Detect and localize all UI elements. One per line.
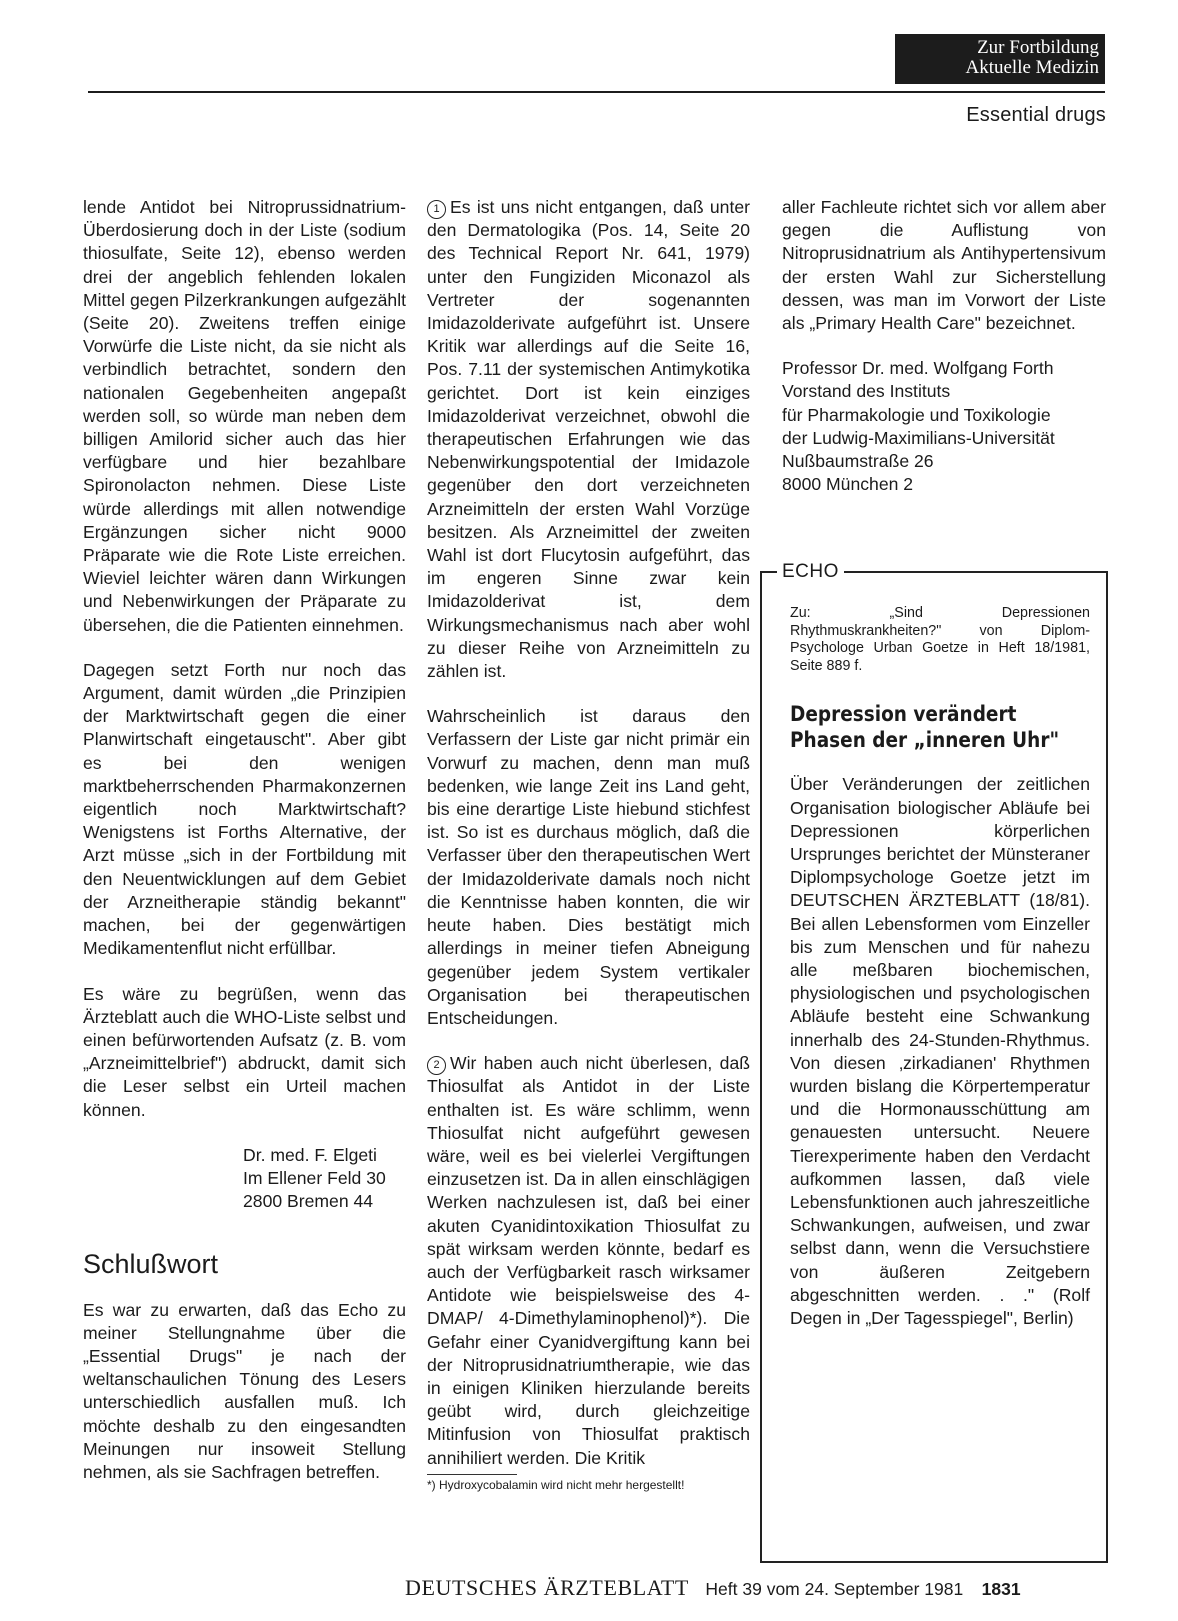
column-middle	[427, 196, 750, 1493]
column-right	[782, 196, 1106, 518]
paragraph-point-1	[427, 196, 750, 683]
header-line-fortbildung: Zur Fortbildung	[977, 37, 1099, 58]
paragraph-text: Wir haben auch nicht überlesen, daß Thiosulfat als Antidot in der Liste enthalten ist. Es wäre schlimm, wenn Thiosulfat nicht aufgeführt gewesen wäre, weil es bei vielerlei Vergiftungen einzusetzen ist. Da in allen einschlägigen Werken nachzulesen ist, daß bei einer akuten Cyanidintoxikation Thiosulfat zu spät wirksam werden könnte, bedarf es auch der Verfügbarkeit rasch wirksamer Antidote wie beispielsweise des 4-DMAP/ 4-Dimethylaminophenol)*). Die Gefahr einer Cyanidvergiftung kann bei der Nitroprusidnatriumtherapie, wie das in einigen Kliniken hierzulande bereits geübt wird, durch gleichzeitige Mitinfusion von Thiosulfat praktisch annihiliert werden. Die Kritik	[427, 1053, 750, 1468]
author-name: Professor Dr. med. Wolfgang Forth	[782, 358, 1054, 379]
author-street: Nußbaumstraße 26	[782, 451, 934, 472]
page-footer	[405, 1575, 1021, 1601]
author-city: 8000 München 2	[782, 474, 914, 495]
paragraph: Es wäre zu begrüßen, wenn das Ärzteblatt auch die WHO-Liste selbst und einen befürwortenden Aufsatz (z. B. vom „Arzneimittelbrief") abdruckt, damit sich die Leser selbst ein Urteil machen können.	[83, 983, 406, 1120]
echo-headline	[790, 701, 1060, 753]
header-line-medizin: Aktuelle Medizin	[965, 57, 1099, 78]
author-institute: für Pharmakologie und Toxikologie	[782, 404, 1051, 425]
schlusswort-heading: Schlußwort	[83, 1249, 219, 1280]
echo-content	[790, 605, 1090, 1330]
page-number: 1831	[981, 1579, 1021, 1599]
echo-label: ECHO	[777, 561, 844, 583]
echo-headline-line: Depression verändert	[790, 702, 1017, 727]
section-title: Essential drugs	[966, 104, 1106, 126]
paragraph: Wahrscheinlich ist daraus den Verfassern der Liste gar nicht primär ein Vorwurf zu machen, denn man muß bedenken, wie lange Zeit ins Land geht, bis eine derartige Liste hiebund stichfest ist. So ist es durchaus möglich, daß die Verfasser über den therapeutischen Wert der Imidazolderivate damals noch nicht die Kenntnisse haben konnten, die wir heute haben. Dies bestätigt mich allerdings in meiner tiefen Abneigung gegenüber jedem System vertikaler Organisation bei therapeutischen Entscheidungen.	[427, 706, 750, 1028]
reply-author-block	[782, 357, 1106, 496]
footnote: *) Hydroxycobalamin wird nicht mehr hergestellt!	[427, 1477, 685, 1492]
author-university: der Ludwig-Maximilians-Universität	[782, 427, 1055, 448]
footnote-rule	[427, 1474, 517, 1475]
journal-title: DEUTSCHES ÄRZTEBLATT	[405, 1575, 689, 1600]
column-left	[83, 196, 406, 1506]
paragraph: Es war zu erwarten, daß das Echo zu meiner Stellungnahme über die „Essential Drugs" je nach der weltanschaulichen Tönung des Lesers unterschiedlich ausfallen muß. Ich möchte deshalb zu den eingesandten Meinungen nur insoweit Stellung nehmen, als sie Sachfragen betreffen.	[83, 1299, 406, 1482]
letter-author-block	[83, 1144, 406, 1214]
paragraph-text: Es ist uns nicht entgangen, daß unter den Dermatologika (Pos. 14, Seite 20 des Technical Report Nr. 641, 1979) unter den Fungiziden Miconazol als Vertreter der sogenannten Imidazolderivate aufgeführt ist. Unsere Kritik war allerdings auf die Seite 16, Pos. 7.11 der systemischen Antimykotika gerichtet. Dort ist kein einziges Imidazolderivat verzeichnet, obwohl die therapeutischen Erfahrungen wie das Nebenwirkungspotential der Imidazole gegenüber den dort verzeichneten Arzneimitteln der ersten Wahl Vorzüge besitzen. Als Arzneimittel der zweiten Wahl ist dort Flucytosin aufgeführt, das im engeren Sinne zwar kein Imidazolderivat ist, dem Wirkungsmechanismus nach aber wohl zu dieser Reihe von Arzneimitteln zu zählen ist.	[427, 197, 750, 682]
author-name: Dr. med. F. Elgeti	[243, 1144, 377, 1165]
author-position: Vorstand des Instituts	[782, 381, 951, 402]
paragraph: lende Antidot bei Nitroprussidnatrium-Überdosierung doch in der Liste (sodium thiosulfate, Seite 12), ebenso werden drei der angeblich fehlenden lokalen Mittel gegen Pilzerkrankungen aufgezählt (Seite 20). Zweitens treffen einige Vorwürfe die Liste nicht, da sie nicht als verbindlich betrachtet, sondern den nationalen Gegebenheiten angepaßt werden soll, so würde man neben dem billigen Amilorid sicher auch das hier verfügbare und hier bezahlbare Spironolacton nehmen. Diese Liste würde allerdings mit allen notwendige Ergänzungen sicher nicht 9000 Präparate wie die Rote Liste erreichen. Wieviel leichter wären dann Wirkungen und Nebenwirkungen der Präparate zu übersehen, die die Patienten einnehmen.	[83, 197, 406, 635]
paragraph: Dagegen setzt Forth nur noch das Argument, damit würden „die Prinzipien der Marktwirtschaft gegen die einer Planwirtschaft eingetauscht". Aber gibt es bei den wenigen marktbeherrschenden Pharmakonzernen eigentlich noch Marktwirtschaft? Wenigstens ist Forths Alternative, der Arzt müsse „sich in der Fortbildung mit den Neuentwicklungen auf dem Gebiet der Arzneitherapie ständig bekannt" machen, bei der gegenwärtigen Medikamentenflut nicht erfüllbar.	[83, 659, 406, 959]
section-header-box	[895, 34, 1105, 84]
issue-info: Heft 39 vom 24. September 1981	[705, 1579, 964, 1599]
echo-body: Über Veränderungen der zeitlichen Organisation biologischer Abläufe bei Depressionen körperlichen Ursprunges berichtet der Münsteraner Diplompsychologe Goetze jetzt im DEUTSCHEN ÄRZTEBLATT (18/81). Bei allen Lebensformen vom Einzeller bis zum Menschen und für nahezu alle meßbaren biochemischen, physiologischen und psychologischen Abläufe besteht eine Schwankung innerhalb des 24-Stunden-Rhythmus. Von diesen ‚zirkadianen' Rhythmen wurden bislang die Körpertemperatur und die Hormonausschüttung am genauesten untersucht. Neuere Tierexperimente haben den Verdacht aufkommen lassen, daß viele Lebensfunktionen auch jahreszeitliche Schwankungen, aufweisen, und zwar selbst dann, wenn die Versuchstiere von äußeren Zeitgebern abgeschnitten werden. . ." (Rolf Degen in „Der Tagesspiegel", Berlin)	[790, 774, 1090, 1329]
paragraph: aller Fachleute richtet sich vor allem aber gegen die Auflistung von Nitroprusidnatrium als Antihypertensivum der ersten Wahl zur Sicherstellung dessen, was man im Vorwort der Liste als „Primary Health Care" bezeichnet.	[782, 197, 1106, 334]
author-city: 2800 Bremen 44	[243, 1191, 374, 1212]
paragraph-point-2	[427, 1052, 750, 1470]
circled-number-1-icon: 1	[427, 200, 446, 219]
echo-box	[760, 561, 1108, 1563]
echo-headline-line: Phasen der „inneren Uhr"	[790, 728, 1060, 753]
circled-number-2-icon: 2	[427, 1056, 446, 1075]
echo-reference: Zu: „Sind Depressionen Rhythmuskrankheiten?" von Diplom-Psychologe Urban Goetze in Heft 18/1981, Seite 889 f.	[790, 605, 1090, 674]
author-street: Im Ellener Feld 30	[243, 1167, 386, 1188]
header-rule	[88, 91, 1105, 93]
